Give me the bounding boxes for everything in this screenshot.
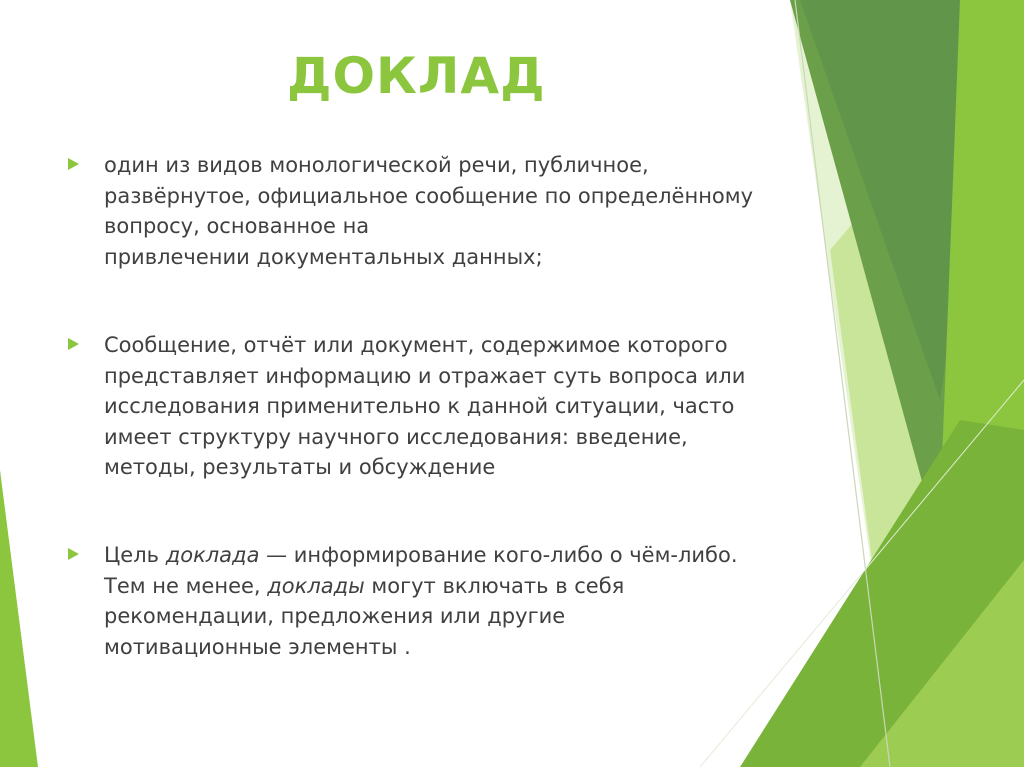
- bullet-item-purpose: [68, 540, 808, 662]
- bullet-line: вопросу, основанное на: [104, 214, 370, 238]
- bullet-line: привлечении документальных данных;: [104, 244, 543, 269]
- bullet-text: Цель: [104, 543, 166, 567]
- decor-left-strip: [0, 470, 38, 767]
- bullet-item-message: [68, 330, 808, 540]
- bullet-line: исследования применительно к данной ситуации, часто: [104, 394, 735, 418]
- slide-title: ДОКЛАД: [287, 47, 546, 105]
- bullet-italic-term: доклады: [267, 573, 365, 598]
- bullet-item-definition: [68, 150, 808, 330]
- bullet-line: представляет информацию и отражает суть вопроса или: [104, 363, 746, 388]
- bullet-text: — информирование кого-либо о чём-либо.: [259, 543, 738, 567]
- bullet-italic-term: доклада: [165, 543, 260, 567]
- bullet-line: имеет структуру научного исследования: введение,: [104, 424, 688, 449]
- bullet-line: мотивационные элементы .: [104, 634, 411, 659]
- bullet-arrow-icon: [68, 338, 79, 350]
- bullet-arrow-icon: [68, 548, 79, 560]
- bullet-line: [104, 571, 808, 602]
- bullet-line: методы, результаты и обсуждение: [104, 455, 496, 479]
- bullet-list: [68, 150, 808, 662]
- bullet-text: могут включать в себя: [364, 573, 625, 598]
- bullet-line: рекомендации, предложения или другие: [104, 604, 566, 628]
- bullet-line: один из видов монологической речи, публичное,: [104, 153, 649, 177]
- bullet-text: Тем не менее,: [104, 573, 268, 598]
- bullet-arrow-icon: [68, 158, 79, 170]
- bullet-line: Сообщение, отчёт или документ, содержимое которого: [104, 333, 728, 357]
- bullet-line: [104, 540, 808, 571]
- bullet-line: развёрнутое, официальное сообщение по определённому: [104, 183, 754, 208]
